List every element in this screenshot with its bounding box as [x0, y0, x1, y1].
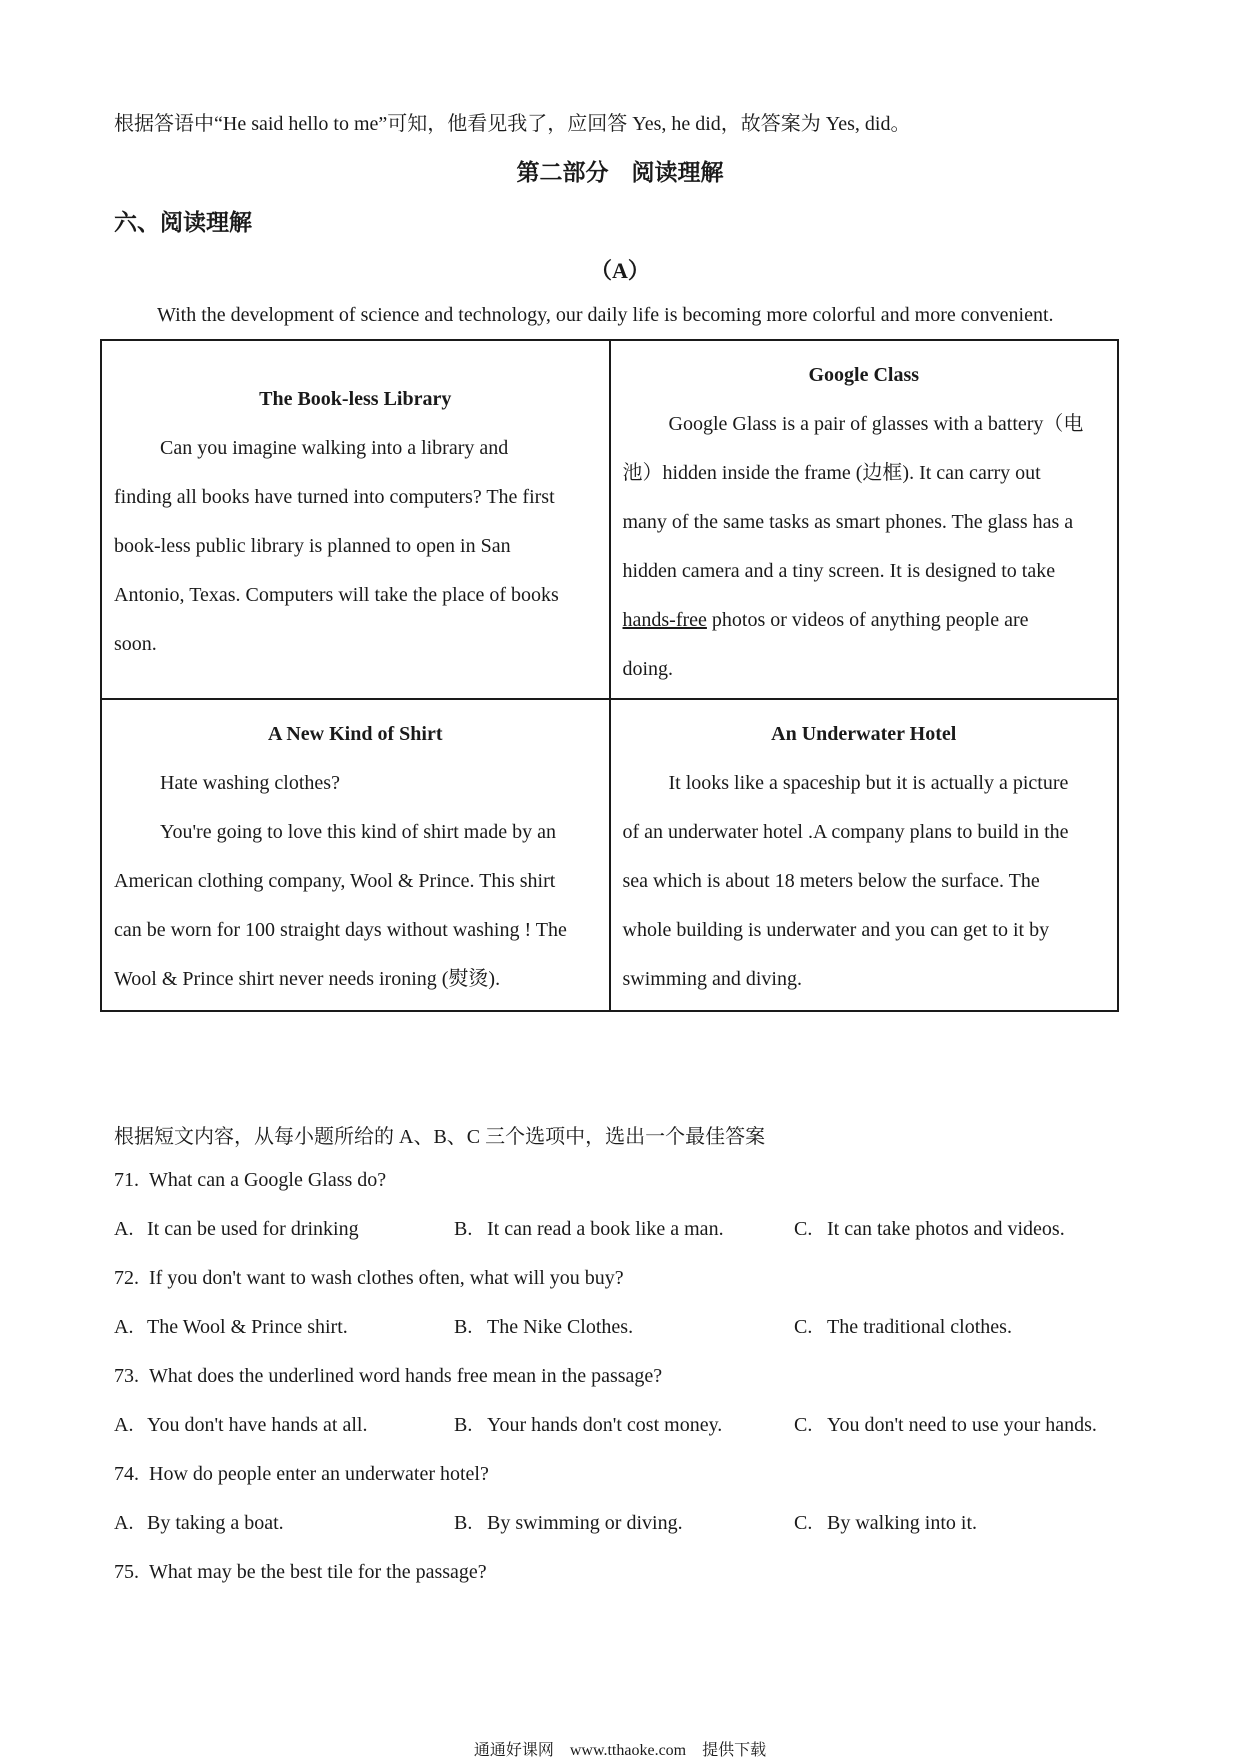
- card-line: soon.: [114, 633, 157, 655]
- card-line: hidden camera and a tiny screen. It is designed to take: [622, 560, 1056, 582]
- option-72-c: C. The traditional clothes.: [794, 1316, 1012, 1338]
- card-line: It looks like a spaceship but it is actually a picture: [668, 772, 1069, 794]
- option-71-b: B. It can read a book like a man.: [454, 1218, 724, 1240]
- question-number: 75.: [114, 1561, 139, 1583]
- question-75: [114, 1561, 487, 1584]
- question-number: 73.: [114, 1365, 139, 1387]
- question-text: If you don't want to wash clothes often, what will you buy?: [149, 1267, 624, 1289]
- question-72: [114, 1267, 624, 1290]
- card-line: Can you imagine walking into a library and: [160, 437, 509, 459]
- card-title: The Book-less Library: [259, 388, 452, 410]
- option-71-c: C. It can take photos and videos.: [794, 1218, 1065, 1240]
- card-line: can be worn for 100 straight days without washing ! The: [114, 919, 567, 941]
- card-line-rest: photos or videos of anything people are: [706, 609, 1029, 631]
- question-74: [114, 1463, 489, 1486]
- card-underwater-hotel: [610, 699, 1119, 1011]
- card-line: 池）hidden inside the frame (边框). It can carry out: [622, 462, 1041, 484]
- card-line: sea which is about 18 meters below the surface. The: [622, 870, 1040, 892]
- page-footer: 通通好课网 www.tthaoke.com 提供下载: [473, 1742, 767, 1759]
- card-line: Antonio, Texas. Computers will take the place of books: [114, 584, 559, 606]
- card-book-less-library: [101, 340, 610, 699]
- card-title: A New Kind of Shirt: [268, 723, 443, 745]
- option-71-a: A. It can be used for drinking: [114, 1218, 359, 1240]
- section-heading: 六、阅读理解: [114, 210, 252, 235]
- option-73-c: C. You don't need to use your hands.: [794, 1414, 1097, 1436]
- card-new-kind-of-shirt: [101, 699, 610, 1011]
- card-line: doing.: [622, 658, 674, 680]
- card-line: Google Glass is a pair of glasses with a battery（电: [668, 413, 1084, 435]
- card-title: Google Class: [808, 364, 920, 386]
- option-74-c: C. By walking into it.: [794, 1512, 977, 1534]
- part-title: 第二部分 阅读理解: [516, 160, 724, 185]
- card-google-class: [610, 340, 1119, 699]
- card-line: whole building is underwater and you can get to it by: [622, 919, 1050, 941]
- instruction-text: 根据短文内容，从每小题所给的 A、B、C 三个选项中，选出一个最佳答案: [114, 1126, 766, 1148]
- card-line: finding all books have turned into computers? The first: [114, 486, 555, 508]
- question-text: What can a Google Glass do?: [149, 1169, 387, 1191]
- passage-intro: With the development of science and technology, our daily life is becoming more colorful and more convenient.: [157, 304, 1054, 326]
- card-line: American clothing company, Wool & Prince. This shirt: [114, 870, 556, 892]
- question-text: What may be the best tile for the passage?: [149, 1561, 487, 1583]
- option-72-a: A. The Wool & Prince shirt.: [114, 1316, 348, 1338]
- card-line: book-less public library is planned to open in San: [114, 535, 511, 557]
- question-number: 72.: [114, 1267, 139, 1289]
- question-73: [114, 1365, 662, 1388]
- card-line: You're going to love this kind of shirt made by an: [160, 821, 556, 843]
- question-text: How do people enter an underwater hotel?: [149, 1463, 489, 1485]
- reading-table: [100, 339, 1119, 1012]
- question-71: [114, 1169, 386, 1192]
- answer-explanation: 根据答语中“He said hello to me”可知，他看见我了，应回答 Yes, he did，故答案为 Yes, did。: [114, 113, 911, 135]
- passage-label: （A）: [590, 258, 650, 283]
- question-text: What does the underlined word hands free mean in the passage?: [149, 1365, 663, 1387]
- question-number: 71.: [114, 1169, 139, 1191]
- card-line: [623, 596, 1106, 645]
- option-72-b: B. The Nike Clothes.: [454, 1316, 634, 1338]
- option-73-a: A. You don't have hands at all.: [114, 1414, 368, 1436]
- card-line: of an underwater hotel .A company plans to build in the: [622, 821, 1069, 843]
- underlined-word: hands-free: [622, 609, 707, 631]
- card-line: Hate washing clothes?: [160, 772, 340, 794]
- card-line: many of the same tasks as smart phones. The glass has a: [622, 511, 1074, 533]
- card-line: Wool & Prince shirt never needs ironing (熨烫).: [114, 968, 501, 990]
- option-74-b: B. By swimming or diving.: [454, 1512, 683, 1534]
- option-73-b: B. Your hands don't cost money.: [454, 1414, 723, 1436]
- card-line: swimming and diving.: [622, 968, 802, 990]
- option-74-a: A. By taking a boat.: [114, 1512, 284, 1534]
- card-title: An Underwater Hotel: [771, 723, 957, 745]
- question-number: 74.: [114, 1463, 139, 1485]
